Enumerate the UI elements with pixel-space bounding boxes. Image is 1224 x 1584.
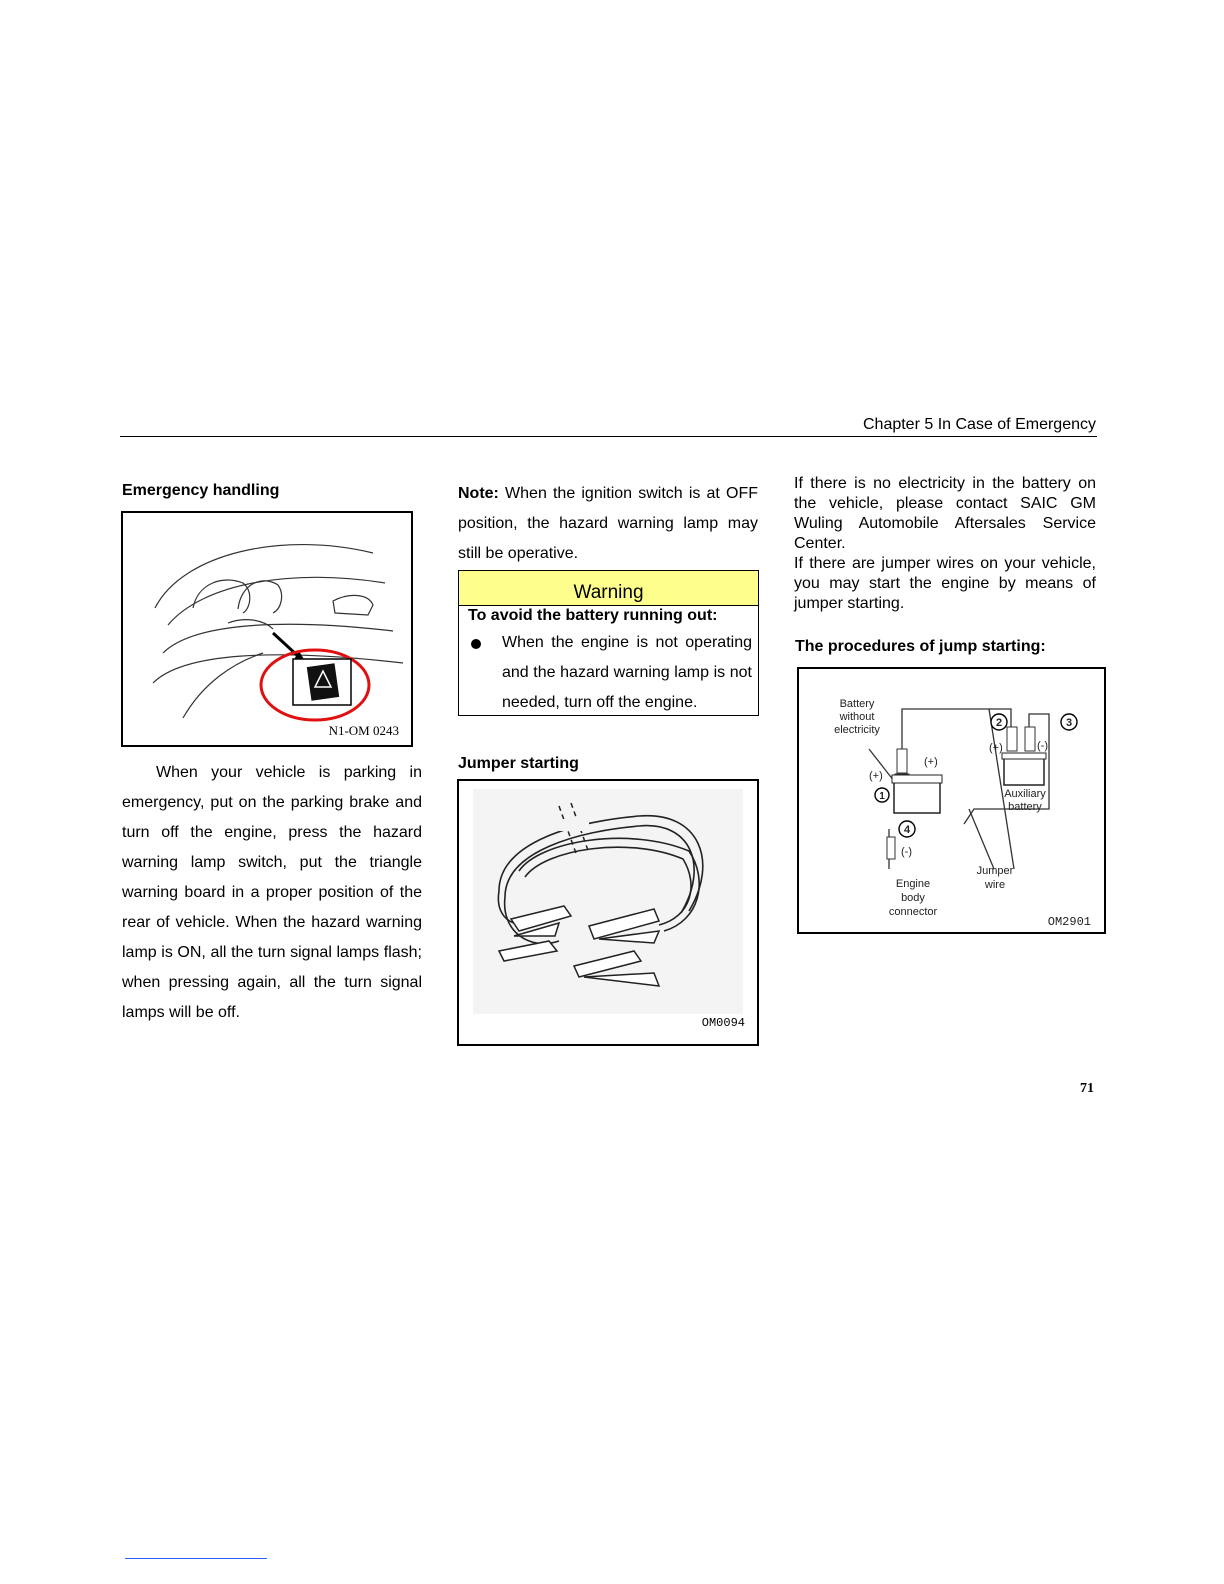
plus-label-c: (+) (989, 742, 1003, 754)
chapter-header: Chapter 5 In Case of Emergency (862, 416, 1096, 433)
footer-rule (125, 1558, 267, 1559)
note-text: When the ignition switch is at OFF position, the hazard warning lamp may still be operative. (458, 485, 758, 562)
aux-label-1: Auxiliary (1004, 788, 1046, 800)
engine-label-2: body (901, 892, 925, 904)
engine-label-1: Engine (895, 878, 931, 890)
warning-bullet-text: When the engine is not operating and the hazard warning lamp is not needed, turn off the engine. (502, 634, 752, 711)
jumper-cables-figure (457, 779, 759, 1046)
engine-label-3: connector (888, 906, 938, 918)
jumper-cables-illustration (459, 781, 757, 1044)
emergency-body-text: When your vehicle is parking in emergency, put on the parking brake and turn off the engine, press the hazard warning lamp switch, put the triangle warning board in a proper position of the rear of vehicle. When the hazard warning lamp is ON, all the turn signal lamps flash; when pressing again, all the turn signal lamps will be off. (122, 764, 422, 1021)
figure-label-om2901: OM2901 (1047, 915, 1091, 929)
jump-start-wiring-diagram (799, 669, 1104, 932)
no-electricity-paragraph: If there is no electricity in the battery on the vehicle, please contact SAIC GM Wuling Automobile Aftersales Service Center. (794, 475, 1096, 552)
plus-label-a: (+) (924, 756, 938, 768)
num-1: 1 (879, 791, 885, 802)
jumper-starting-heading: Jumper starting (458, 755, 579, 772)
emergency-handling-heading: Emergency handling (122, 482, 280, 499)
num-2: 2 (995, 717, 1003, 729)
num-4: 4 (903, 824, 911, 836)
jumper-label-2: wire (984, 879, 1006, 891)
battery-label-2: without (839, 711, 875, 723)
num-3: 3 (1065, 717, 1073, 729)
warning-box (458, 570, 759, 716)
page-number: 71 (1080, 1081, 1094, 1096)
battery-label-1: Battery (839, 698, 875, 710)
jumper-wires-paragraph: If there are jumper wires on your vehicle, you may start the engine by means of jumper starting. (794, 555, 1096, 612)
battery-label-3: electricity (834, 724, 880, 736)
note-label: Note: (458, 485, 499, 502)
figure-label-n1: N1-OM 0243 (328, 723, 399, 738)
auxiliary-battery-icon (1002, 753, 1046, 785)
minus-label-a: (-) (1037, 740, 1048, 752)
note-paragraph (458, 479, 758, 569)
procedures-heading: The procedures of jump starting: (795, 638, 1046, 655)
jumper-label-1: Jumper (976, 865, 1014, 877)
warning-intro: To avoid the battery running out: (468, 607, 718, 624)
minus-label-b: (-) (901, 846, 912, 858)
bullet-icon (471, 639, 481, 649)
header-rule (120, 436, 1097, 437)
warning-title: Warning (459, 571, 758, 606)
figure-label-om0094: OM0094 (701, 1016, 745, 1030)
aux-label-2: battery (1008, 801, 1042, 813)
dashboard-illustration (123, 513, 411, 745)
plus-label-b: (+) (869, 770, 883, 782)
hazard-switch-figure (121, 511, 413, 747)
jump-start-diagram (797, 667, 1106, 934)
dead-battery-icon (892, 775, 942, 813)
